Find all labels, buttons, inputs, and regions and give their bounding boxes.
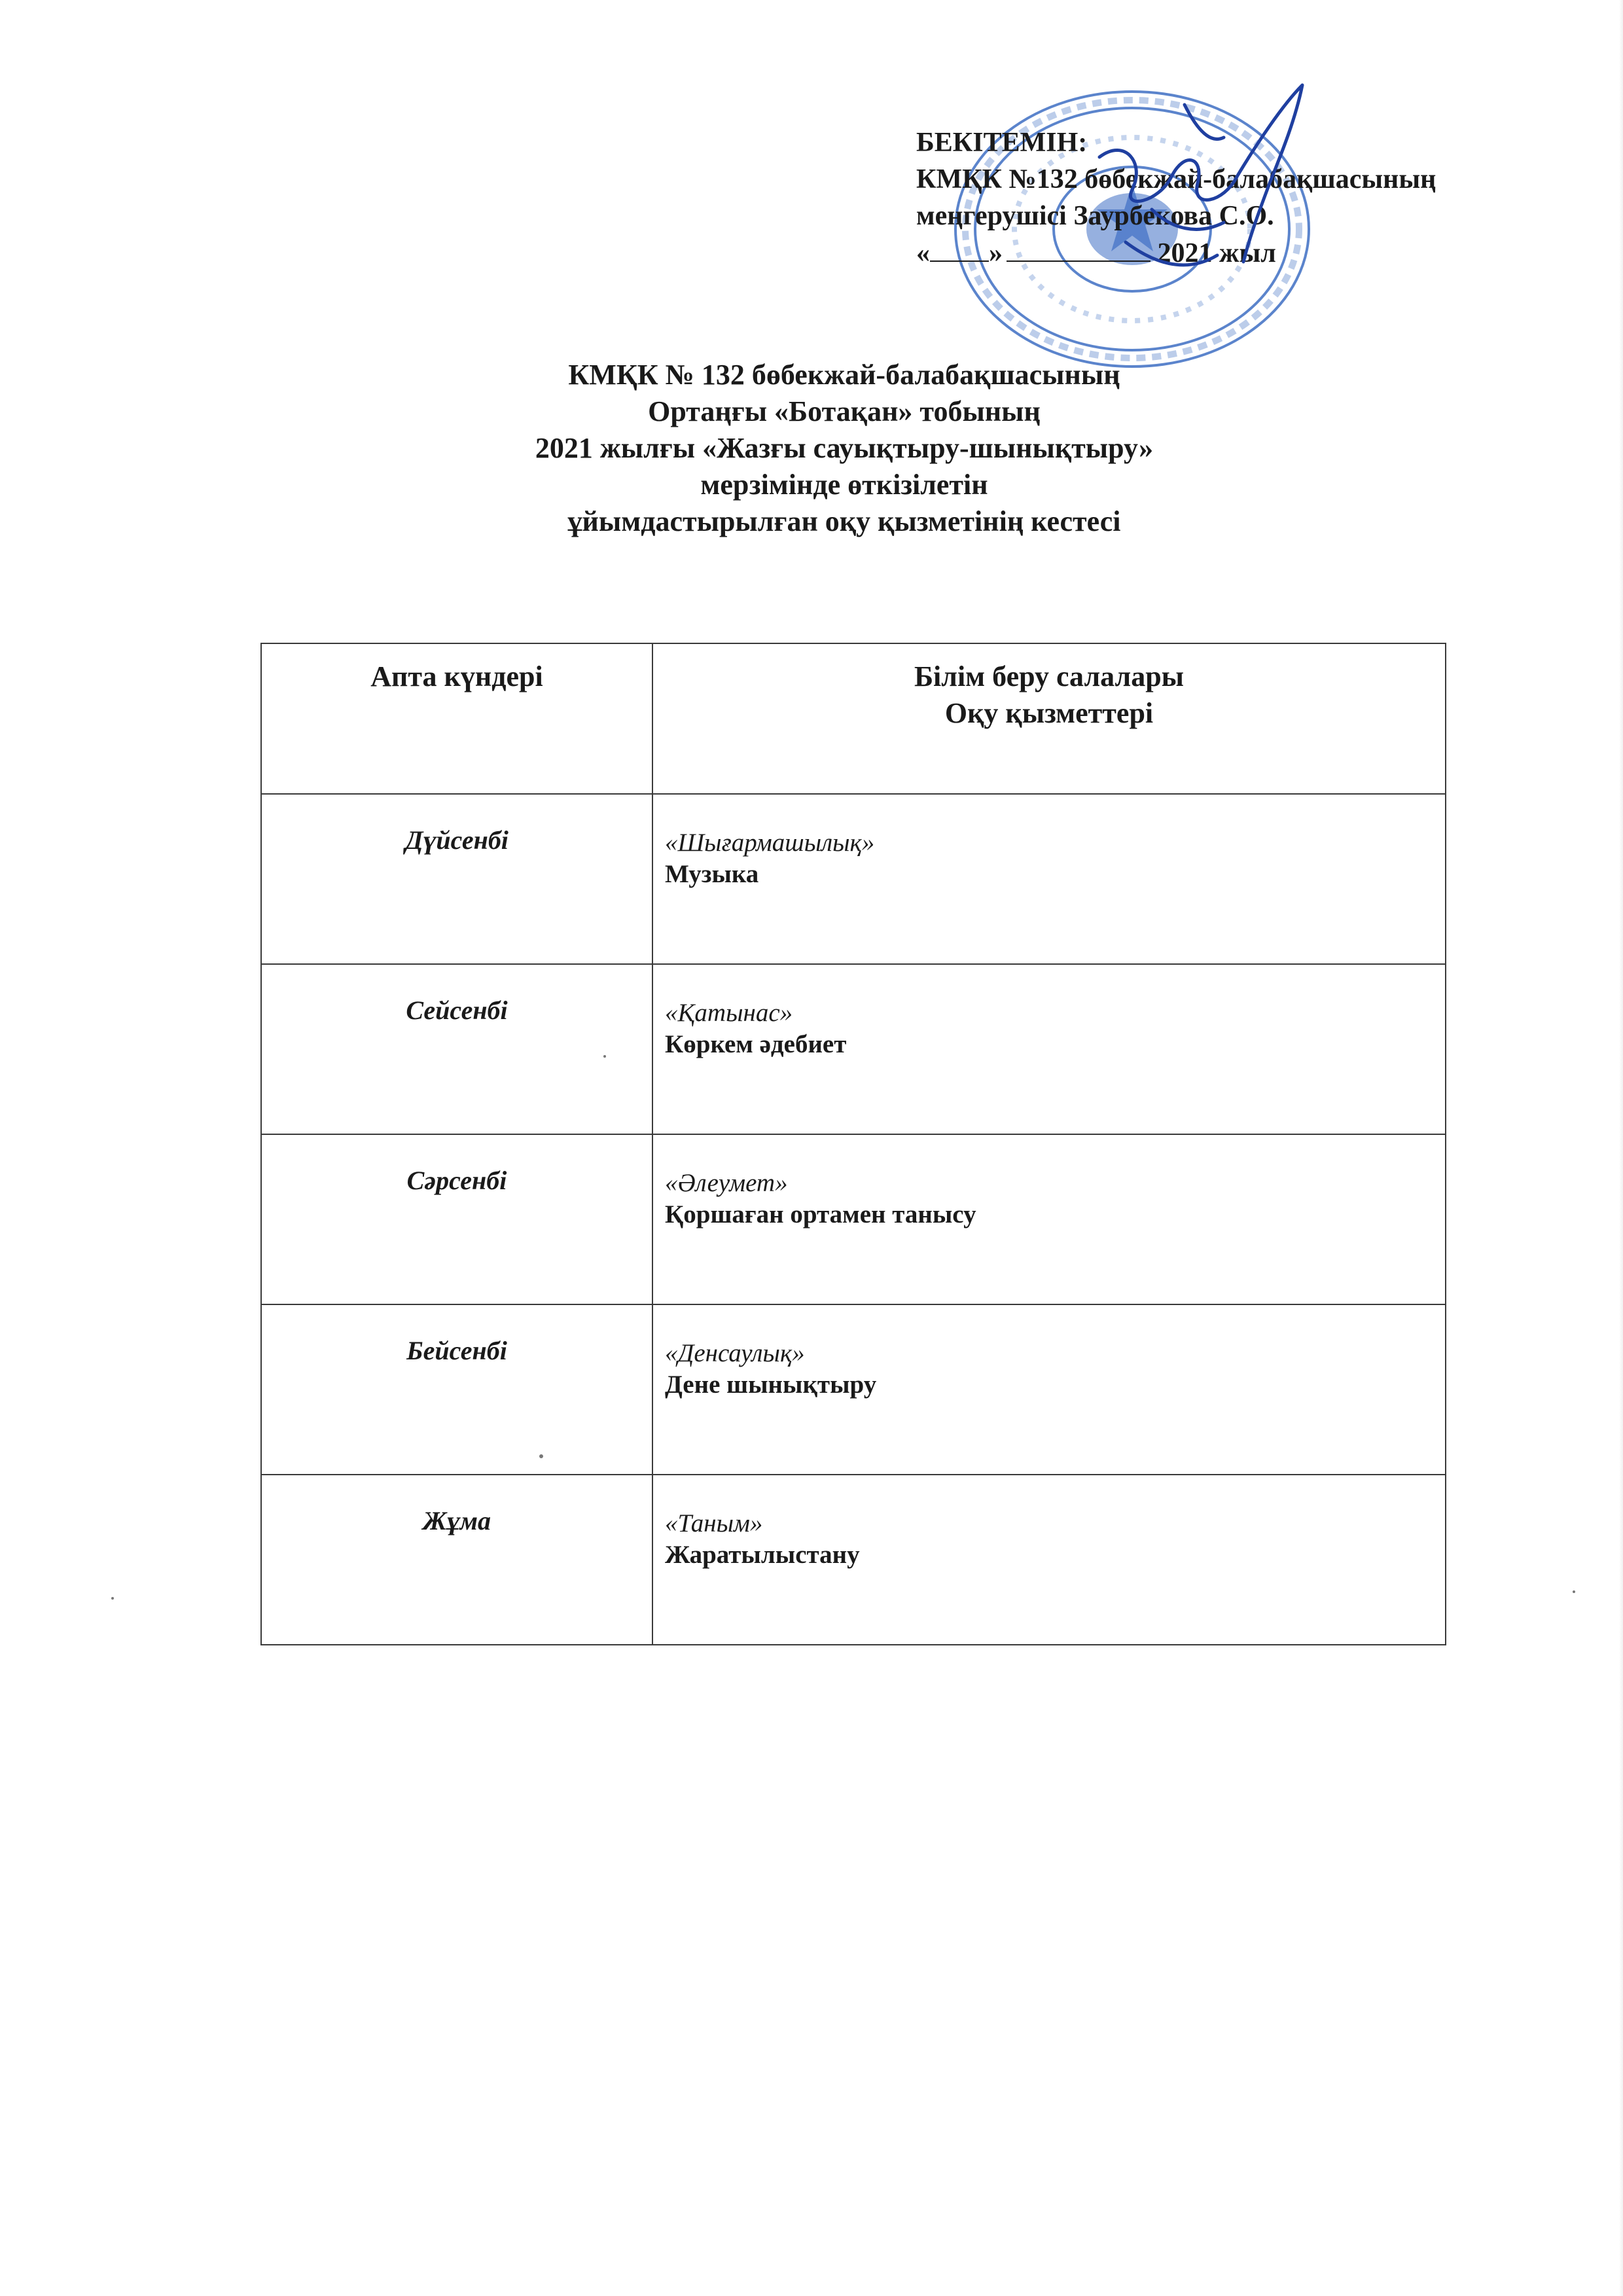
date-year: 2021 жыл bbox=[1157, 238, 1276, 268]
header-areas-line-2: Оқу қызметтері bbox=[944, 697, 1154, 729]
table-row bbox=[261, 1475, 1446, 1645]
row-day: Сәрсенбі bbox=[261, 1134, 652, 1304]
row-area: «Денсаулық» bbox=[665, 1339, 805, 1367]
row-day: Жұма bbox=[261, 1475, 652, 1645]
row-day: Дүйсенбі bbox=[261, 794, 652, 964]
title-line-2: Ортаңғы «Ботақан» тобының bbox=[648, 395, 1041, 427]
row-subject: Жаратылыстану bbox=[665, 1541, 860, 1569]
row-area: «Әлеумет» bbox=[665, 1169, 788, 1197]
title-line-1: КМҚК № 132 бөбекжай-балабақшасының bbox=[568, 359, 1120, 391]
row-day: Сейсенбі bbox=[261, 964, 652, 1134]
header-areas bbox=[652, 643, 1446, 794]
table-row bbox=[261, 1304, 1446, 1475]
signature-icon bbox=[1086, 79, 1335, 301]
row-subject: Көркем әдебиет bbox=[665, 1030, 847, 1058]
row-area: «Қатынас» bbox=[665, 999, 793, 1027]
scan-speck bbox=[1573, 1590, 1575, 1593]
scan-speck bbox=[539, 1454, 543, 1458]
row-activity bbox=[652, 794, 1446, 964]
row-activity bbox=[652, 1134, 1446, 1304]
approval-director: меңгерушісі Заурбекова С.О. bbox=[916, 201, 1274, 231]
table-row bbox=[261, 964, 1446, 1134]
title-line-4: мерзімінде өткізілетін bbox=[700, 469, 988, 501]
row-subject: Музыка bbox=[665, 860, 759, 888]
title-line-5: ұйымдастырылған оқу қызметінің кестесі bbox=[567, 505, 1121, 537]
table-row bbox=[261, 1134, 1446, 1304]
schedule-table bbox=[260, 643, 1446, 1645]
row-day: Бейсенбі bbox=[261, 1304, 652, 1475]
scan-edge-shadow bbox=[1619, 0, 1623, 2296]
document-title bbox=[419, 357, 1270, 540]
row-subject: Қоршаған ортамен танысу bbox=[665, 1200, 976, 1229]
title-line-3: 2021 жылғы «Жазғы сауықтыру-шынықтыру» bbox=[535, 432, 1154, 464]
header-areas-line-1: Білім беру салалары bbox=[914, 660, 1185, 692]
row-area: «Шығармашылық» bbox=[665, 829, 875, 857]
approval-heading: БЕКІТЕМІН: bbox=[916, 128, 1088, 158]
date-open-quote: « bbox=[916, 238, 930, 268]
row-area: «Таным» bbox=[665, 1509, 763, 1537]
date-day-blank bbox=[930, 234, 989, 262]
date-close-quote: » bbox=[989, 238, 1003, 268]
scan-speck bbox=[111, 1597, 114, 1600]
table-row bbox=[261, 794, 1446, 964]
table-header-row bbox=[261, 643, 1446, 794]
row-activity bbox=[652, 964, 1446, 1134]
row-activity bbox=[652, 1304, 1446, 1475]
scan-speck bbox=[603, 1055, 606, 1058]
header-weekdays: Апта күндері bbox=[261, 643, 652, 794]
approval-organization: КМҚК №132 бөбекжай-балабақшасының bbox=[916, 164, 1436, 194]
row-activity bbox=[652, 1475, 1446, 1645]
row-subject: Дене шынықтыру bbox=[665, 1371, 877, 1399]
